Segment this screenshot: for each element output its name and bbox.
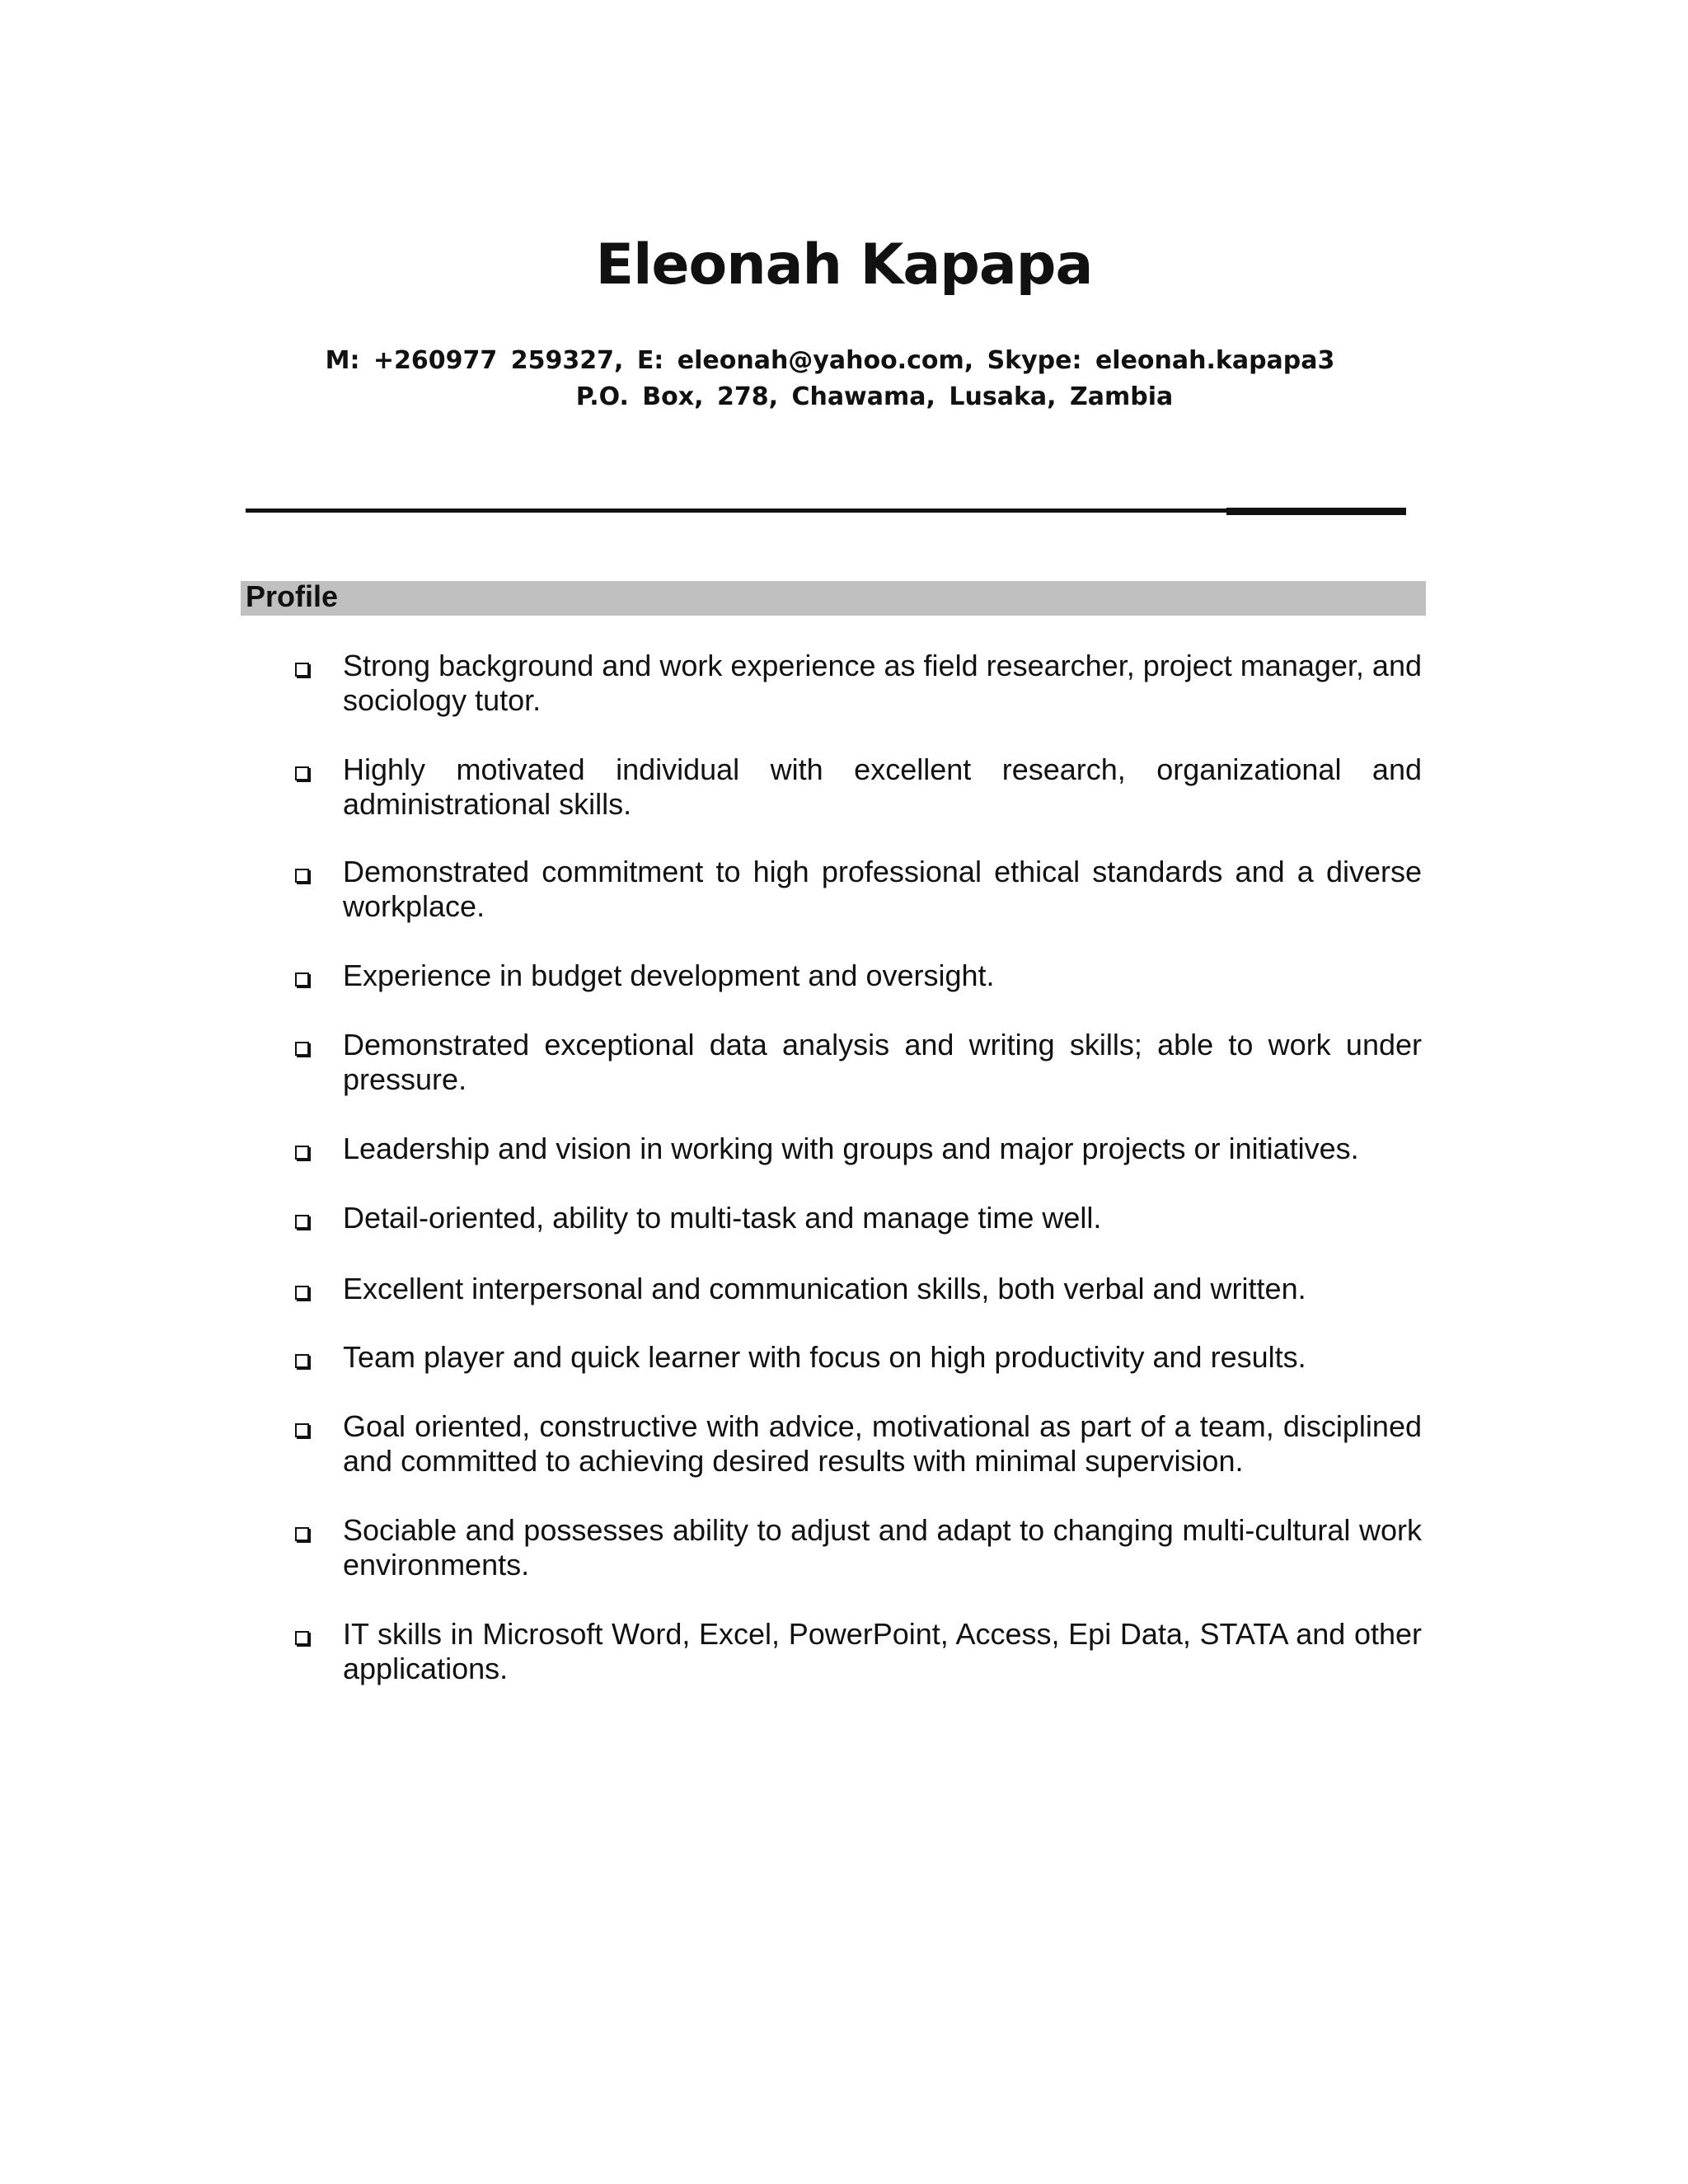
square-bullet-icon — [295, 1215, 309, 1229]
square-bullet-icon — [295, 869, 309, 883]
profile-section-bar — [241, 581, 1426, 616]
square-bullet-icon — [295, 972, 309, 987]
list-item-text: Team player and quick learner with focus on high productivity and results. — [343, 1340, 1306, 1374]
list-item-text: Excellent interpersonal and communication skills, both verbal and written. — [343, 1272, 1306, 1305]
square-bullet-icon — [295, 1423, 309, 1437]
list-item-text: Leadership and vision in working with groups and major projects or initiatives. — [343, 1132, 1359, 1165]
square-bullet-icon — [295, 1354, 309, 1368]
square-bullet-icon — [295, 1286, 309, 1300]
square-bullet-icon — [295, 766, 309, 780]
list-item-text: Demonstrated commitment to high professional ethical standards and a diverse workplace. — [343, 855, 1422, 923]
header-divider-accent — [1226, 508, 1406, 515]
square-bullet-icon — [295, 1631, 309, 1645]
square-bullet-icon — [295, 1527, 309, 1541]
list-item-text: Highly motivated individual with excellent research, organizational and administrational skills. — [343, 752, 1422, 821]
square-bullet-icon — [295, 1042, 309, 1056]
square-bullet-icon — [295, 1146, 309, 1160]
square-bullet-icon — [295, 663, 309, 677]
postal-address: P.O. Box, 278, Chawama, Lusaka, Zambia — [575, 382, 1174, 411]
list-item-text: Detail-oriented, ability to multi-task and manage time well. — [343, 1201, 1102, 1235]
candidate-name: Eleonah Kapapa — [595, 232, 1093, 298]
list-item-text: Goal oriented, constructive with advice, motivational as part of a team, disciplined and committed to achieving desired results with minimal supervision. — [343, 1409, 1422, 1478]
list-item-text: Strong background and work experience as field researcher, project manager, and sociology tutor. — [343, 649, 1422, 717]
contact-details: M: +260977 259327, E: eleonah@yahoo.com, Skype: eleonah.kapapa3 — [325, 346, 1335, 375]
list-item-text: Sociable and possesses ability to adjust and adapt to changing multi-cultural work environments. — [343, 1513, 1422, 1582]
list-item-text: Demonstrated exceptional data analysis and writing skills; able to work under pressure. — [343, 1028, 1422, 1096]
list-item-text: Experience in budget development and oversight. — [343, 958, 995, 992]
list-item-text: IT skills in Microsoft Word, Excel, PowerPoint, Access, Epi Data, STATA and other applications. — [343, 1617, 1422, 1685]
section-title-profile: Profile — [246, 579, 339, 613]
